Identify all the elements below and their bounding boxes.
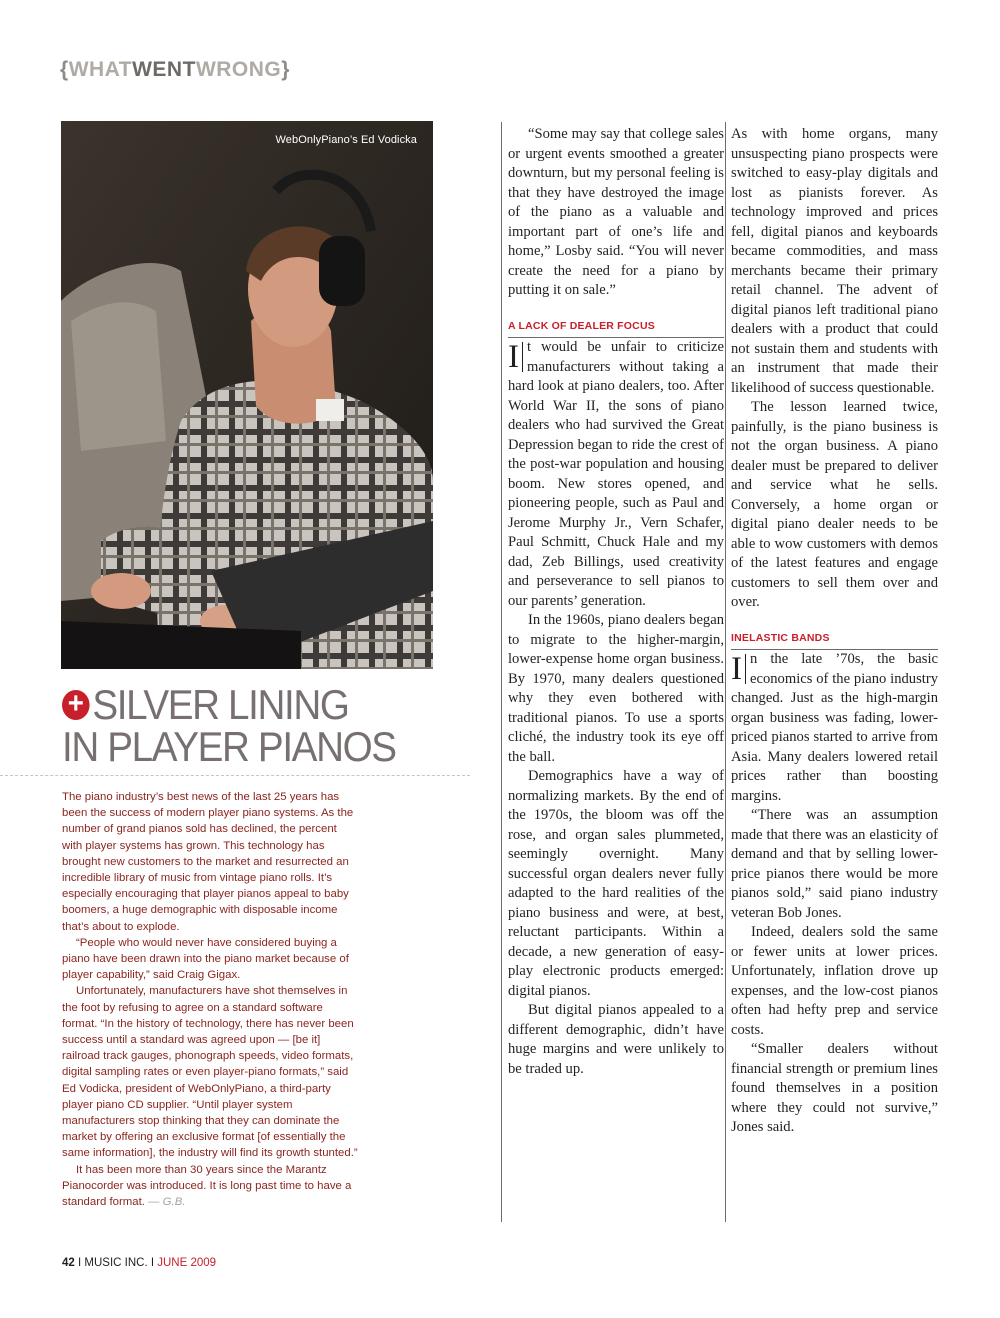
photo-ed-vodicka (61, 121, 433, 669)
kicker-brace-open: { (60, 58, 69, 81)
kicker-wrong: WRONG (195, 58, 282, 81)
sidebar-paragraph: “People who would never have considered buying a piano have been drawn into the piano market because of player capability,” said Craig Gigax. (62, 936, 349, 982)
photo-illustration (61, 121, 433, 669)
sidebar-paragraph-last (62, 1162, 358, 1211)
article-paragraph: The lesson learned twice, painfully, is the piano business is not the organ business. A piano dealer must be prepared to deliver and service what he sells. Conversely, a home organ or digital piano dealer needs to be able to wow customers with demos of the latest features and engage customers to sell them over and over. (731, 399, 938, 610)
article-paragraph-text: n the late ’70s, the basic economics of the piano industry changed. Just as the high-margin organ business was fading, lower-priced pianos started to arrive from Asia. Many dealers lowered retail prices rather than boosting margins. (731, 651, 938, 804)
drop-cap: I (508, 342, 523, 372)
article-paragraph: In the 1960s, piano dealers began to migrate to the higher-margin, lower-expense home organ business. By 1970, many dealers questioned why they even bothered with traditional pianos. To use a sports cliché, the industry took its eye off the ball. (508, 612, 724, 765)
sidebar-body (62, 789, 358, 1210)
headline-line-2: IN PLAYER PIANOS (62, 723, 396, 770)
article-column-1 (508, 125, 724, 1079)
sidebar-paragraph-text: It has been more than 30 years since the Marantz Pianocorder was introduced. It is long past time to have a standard format. (62, 1163, 352, 1209)
sidebar-paragraph: The piano industry’s best news of the last 25 years has been the success of modern player piano systems. As the number of grand pianos sold has declined, the percent with player systems has grown. This technology has brought new customers to the market and resurrected an incredible library of music from vintage piano rolls. It’s especially encouraging that player pianos appeal to baby boomers, a huge demographic with disposable income that’s about to explode. (62, 791, 354, 933)
article-paragraph: “Smaller dealers without financial strength or premium lines found themselves in a position where they could not survive,” Jones said. (731, 1041, 938, 1135)
article-paragraph: Indeed, dealers sold the same or fewer units at lower prices. Unfortunately, inflation drove up expenses, and the low-cost pianos often had hefty prep and service costs. (731, 924, 938, 1038)
footer-separator: I (74, 1257, 85, 1269)
plus-circle-icon: + (62, 690, 90, 720)
article-paragraph: As with home organs, many unsuspecting piano prospects were switched to easy-play digitals and lost as pianists forever. As technology improved and prices fell, digital pianos and keyboards became commodities, and mass merchants became their primary retail channel. The advent of digital pianos left traditional piano dealers with a product that could not sustain them and students with an instrument that made their likelihood of success questionable. (731, 126, 938, 396)
article-paragraph: “There was an assumption made that there was an elasticity of demand and that by selling lower-price pianos there would be more pianos sold,” said piano industry veteran Bob Jones. (731, 807, 938, 921)
subhead-dealer-focus: A LACK OF DEALER FOCUS (508, 317, 724, 339)
issue-date: JUNE 2009 (157, 1257, 217, 1269)
headline-text-1: SILVER LINING (92, 681, 349, 728)
photo-credit: WebOnlyPiano’s Ed Vodicka (275, 134, 417, 146)
headline-line-1 (62, 681, 448, 728)
column-rule (501, 122, 502, 1222)
article-column-2 (731, 125, 938, 1138)
article-paragraph: But digital pianos appealed to a different demographic, didn’t have huge margins and were unlikely to be traded up. (508, 1002, 724, 1077)
kicker-went: WENT (132, 58, 196, 81)
drop-cap: I (731, 654, 746, 684)
article-paragraph (731, 650, 938, 806)
article-paragraph: “Some may say that college sales or urgent events smoothed a greater downturn, but my personal feeling is that they have destroyed the image of the piano as a valuable and important part of one’s life and home,” Losby said. “You will never create the need for a piano by putting it on sale.” (508, 126, 724, 298)
column-rule (725, 122, 726, 1222)
sidebar-paragraph: Unfortunately, manufacturers have shot themselves in the foot by refusing to agree on a standard software format. “In the history of technology, there has never been success until a standard was agreed upon — [be it] railroad track gauges, phonograph speeds, video formats, digital sampling rates or even player-piano formats,” said Ed Vodicka, president of WebOnlyPiano, a third-party player piano CD supplier. “Until player system manufacturers stop thinking that they can dominate the market by offering an exclusive format [of essentially the same information], the industry will find its growth stunted.” (62, 985, 358, 1160)
page-number: 42 (62, 1257, 75, 1269)
kicker-what: WHAT (68, 58, 133, 81)
kicker-brace-close: } (281, 58, 290, 81)
page-footer (62, 1257, 216, 1269)
article-paragraph: Demographics have a way of normalizing markets. By the end of the 1970s, the bloom was off the rose, and organ sales plummeted, seemingly overnight. Many successful organ dealers never fully adapted to the hard realities of the piano business and were, at best, reluctant participants. Within a decade, a new generation of easy-play electronic products emerged: digital pianos. (508, 768, 724, 999)
footer-separator: I (147, 1257, 158, 1269)
sidebar-headline (62, 681, 448, 770)
author-signature: — G.B. (148, 1196, 186, 1209)
dashed-divider (0, 775, 470, 776)
subhead-inelastic-bands: INELASTIC BANDS (731, 629, 938, 651)
magazine-name: MUSIC INC. (84, 1257, 148, 1269)
article-paragraph (508, 338, 724, 611)
article-paragraph-text: t would be unfair to criticize manufacturers without taking a hard look at piano dealers, too. After World War II, the sons of piano dealers who had survived the Great Depression began to ride the crest of the post-war population and housing boom. New stores opened, and pioneering people, such as Paul and Jerome Murphy Jr., Vern Schafer, Paul Schmitt, Chuck Hale and my dad, Zeb Billings, used creativity and perseverance to sell pianos to our parents’ generation. (508, 339, 724, 609)
section-kicker (60, 58, 290, 82)
